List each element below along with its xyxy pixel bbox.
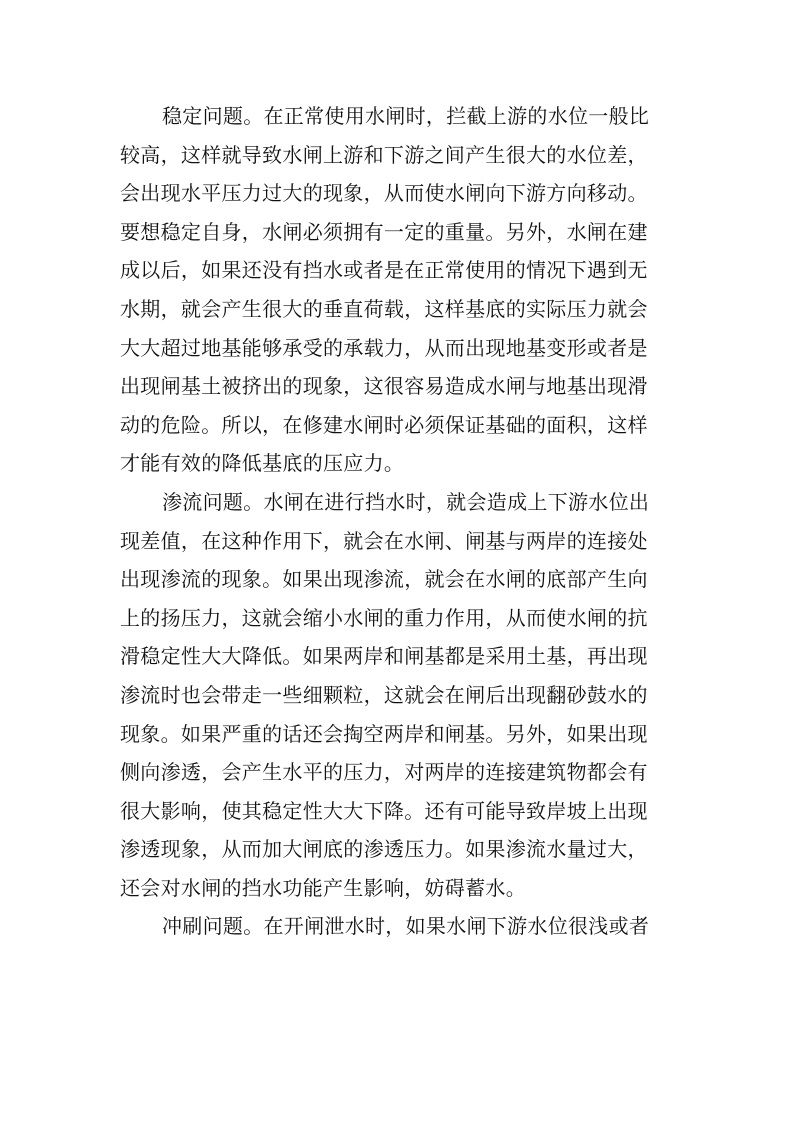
text-line: 侧向渗透，会产生水平的压力，对两岸的连接建筑物都会有 (120, 760, 648, 785)
text-line: 还会对水闸的挡水功能产生影响，妨碍蓄水。 (120, 875, 526, 900)
text-line: 会出现水平压力过大的现象，从而使水闸向下游方向移动。 (120, 181, 648, 206)
text-line: 上的扬压力，这就会缩小水闸的重力作用，从而使水闸的抗 (120, 605, 648, 630)
text-line: 渗流时也会带走一些细颗粒，这就会在闸后出现翻砂鼓水的 (120, 682, 648, 707)
text-line: 滑稳定性大大降低。如果两岸和闸基都是采用土基，再出现 (120, 644, 648, 669)
text-line: 现象。如果严重的话还会掏空两岸和闸基。另外，如果出现 (120, 721, 648, 746)
text-line: 大大超过地基能够承受的承载力，从而出现地基变形或者是 (120, 335, 648, 360)
text-line: 渗流问题。水闸在进行挡水时，就会造成上下游水位出 (162, 489, 650, 514)
text-line: 较高，这样就导致水闸上游和下游之间产生很大的水位差， (120, 142, 648, 167)
text-line: 成以后，如果还没有挡水或者是在正常使用的情况下遇到无 (120, 258, 648, 283)
text-line: 水期，就会产生很大的垂直荷载，这样基底的实际压力就会 (120, 296, 648, 321)
text-line: 渗透现象，从而加大闸底的渗透压力。如果渗流水量过大， (120, 837, 648, 862)
text-line: 动的危险。所以，在修建水闸时必须保证基础的面积，这样 (120, 412, 648, 437)
text-line: 很大影响，使其稳定性大大下降。还有可能导致岸坡上出现 (120, 798, 648, 823)
text-line: 才能有效的降低基底的压应力。 (120, 451, 405, 476)
text-line: 冲刷问题。在开闸泄水时，如果水闸下游水位很浅或者 (162, 914, 650, 939)
text-line: 要想稳定自身，水闸必须拥有一定的重量。另外，水闸在建 (120, 219, 648, 244)
text-line: 出现渗流的现象。如果出现渗流，就会在水闸的底部产生向 (120, 567, 648, 592)
text-line: 出现闸基土被挤出的现象，这很容易造成水闸与地基出现滑 (120, 374, 648, 399)
text-line: 现差值，在这种作用下，就会在水闸、闸基与两岸的连接处 (120, 528, 648, 553)
text-line: 稳定问题。在正常使用水闸时，拦截上游的水位一般比 (162, 104, 650, 128)
document-body (120, 97, 680, 946)
